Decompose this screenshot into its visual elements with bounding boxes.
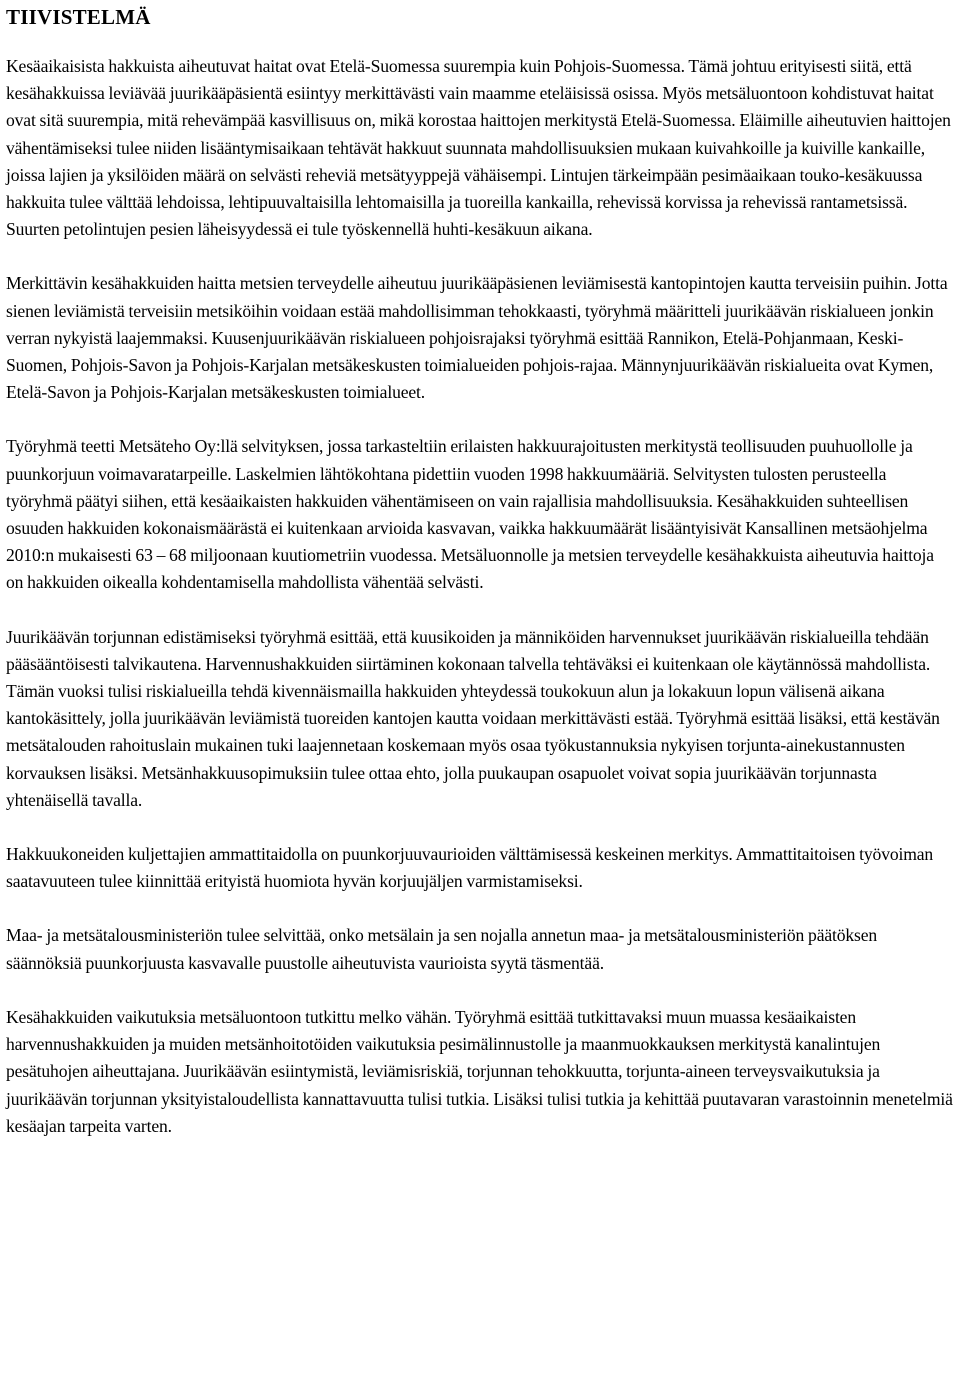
paragraph-5: Hakkuukoneiden kuljettajien ammattitaidolla on puunkorjuuvaurioiden välttämisessä keskeinen merkitys. Ammattitaitoisen työvoiman saatavuuteen tulee kiinnittää erityistä huomiota hyvän korjuujäljen varmistamiseksi. bbox=[6, 844, 934, 892]
paragraph-3: Työryhmä teetti Metsäteho Oy:llä selvityksen, jossa tarkasteltiin erilaisten hakkuurajoitusten merkitystä teollisuuden puuhuollolle ja puunkorjuun voimavaratarpeille. Laskelmien lähtökohtana pidettiin vuoden 1998 hakkuumääriä. Selvitysten tulosten perusteella työryhmä päätyi siihen, että kesäaikaisten hakkuiden vähentämiseen on vain rajallisia mahdollisuuksia. Kesähakkuiden suhteellisen osuuden hakkuiden kokonaismäärästä ei kuitenkaan arvioida kasvavan, vaikka hakkuumäärät lisääntyisivät Kansallinen metsäohjelma 2010:n mukaisesti 63 – 68 miljoonaan kuutiometriin vuodessa. Metsäluonnolle ja metsien terveydelle kesähakkuista aiheutuvia haittoja on hakkuiden oikealla kohdentamisella mahdollista vähentää selvästi. bbox=[6, 436, 934, 593]
paragraph-6: Maa- ja metsätalousministeriön tulee selvittää, onko metsälain ja sen nojalla annetun maa- ja metsätalousministeriön päätöksen säännöksiä puunkorjuusta kasvavalle puustolle aiheutuvista vaurioista syytä täsmentää. bbox=[6, 925, 878, 973]
paragraph-4: Juurikäävän torjunnan edistämiseksi työryhmä esittää, että kuusikoiden ja männiköiden harvennukset juurikäävän riskialueilla tehdään pääsääntöisesti talvikautena. Harvennushakkuiden siirtäminen kokonaan talvella tehtäväksi ei kuitenkaan ole käytännössä mahdollista. Tämän vuoksi tulisi riskialueilla tehdä kivennäismailla hakkuiden yhteydessä toukokuun alun ja lokakuun lopun välisenä aikana kantokäsittely, jolla juurikäävän leviämistä tuoreiden kantojen kautta voidaan merkittävästi estää. Työryhmä esittää lisäksi, että kestävän metsätalouden rahoituslain mukainen tuki laajennetaan koskemaan myös osaa työkustannuksia nykyisen torjunta-ainekustannusten korvauksen lisäksi. Metsänhakkuusopimuksiin tulee ottaa ehto, jolla puukaupan osapuolet voivat sopia juurikäävän torjunnasta yhtenäisellä tavalla. bbox=[6, 626, 940, 810]
document-page bbox=[6, 4, 954, 1140]
paragraph-1: Kesäaikaisista hakkuista aiheutuvat haitat ovat Etelä-Suomessa suurempia kuin Pohjois-Suomessa. Tämä johtuu erityisesti siitä, että kesähakkuissa leviävää juurikääpäsientä esiintyy merkittävästi vain maamme eteläisissä osissa. Myös metsäluontoon kohdistuvat haitat ovat sitä suurempia, mitä rehevämpää kasvillisuus on, mikä korostaa haittojen merkitystä Etelä-Suomessa. Eläimille aiheutuvien haittojen vähentämiseksi tulee niiden lisääntymisaikaan tehtävät hakkuut suunnata mahdollisuuksien mukaan kuivahkoille ja kuiville kankaille, joissa lajien ja yksilöiden määrä on selvästi reheviä metsätyyppejä vähäisempi. Lintujen tärkeimpään pesimäaikaan touko-kesäkuussa hakkuita tulee välttää lehdoissa, lehtipuuvaltaisilla lehtomaisilla ja tuoreilla kankailla, rehevissä korvissa ja rehevissä rantametsissä. Suurten petolintujen pesien läheisyydessä ei tule työskennellä huhti-kesäkuun aikana. bbox=[6, 56, 951, 240]
document-title: TIIVISTELMÄ bbox=[6, 5, 151, 29]
paragraph-2: Merkittävin kesähakkuiden haitta metsien terveydelle aiheutuu juurikääpäsienen leviämisestä kantopintojen kautta terveisiin puihin. Jotta sienen leviämistä terveisiin metsiköihin voidaan estää mahdollisimman tehokkaasti, työryhmä määritteli juurikäävän riskialueen jonkin verran nykyistä laajemmaksi. Kuusenjuurikäävän riskialueen pohjoisrajaksi työryhmä esittää Rannikon, Etelä-Pohjanmaan, Keski-Suomen, Pohjois-Savon ja Pohjois-Karjalan metsäkeskusten toimialueiden pohjois-rajaa. Männynjuurikäävän riskialueita ovat Kymen, Etelä-Savon ja Pohjois-Karjalan metsäkeskusten toimialueet. bbox=[6, 273, 948, 403]
paragraph-7: Kesähakkuiden vaikutuksia metsäluontoon tutkittu melko vähän. Työryhmä esittää tutkittavaksi muun muassa kesäaikaisten harvennushakkuiden ja muiden metsänhoitotöiden vaikutuksia pesimälinnustolle ja maanmuokkauksen merkitystä kanalintujen pesätuhojen aiheuttajana. Juurikäävän esiintymistä, leviämisriskiä, torjunnan tehokkuutta, torjunta-aineen terveysvaikutuksia ja juurikäävän torjunnan yksityistaloudellista kannattavuutta tulisi tutkia. Lisäksi tulisi tutkia ja kehittää puutavaran varastoinnin menetelmiä kesäajan tarpeita varten. bbox=[6, 1006, 953, 1136]
